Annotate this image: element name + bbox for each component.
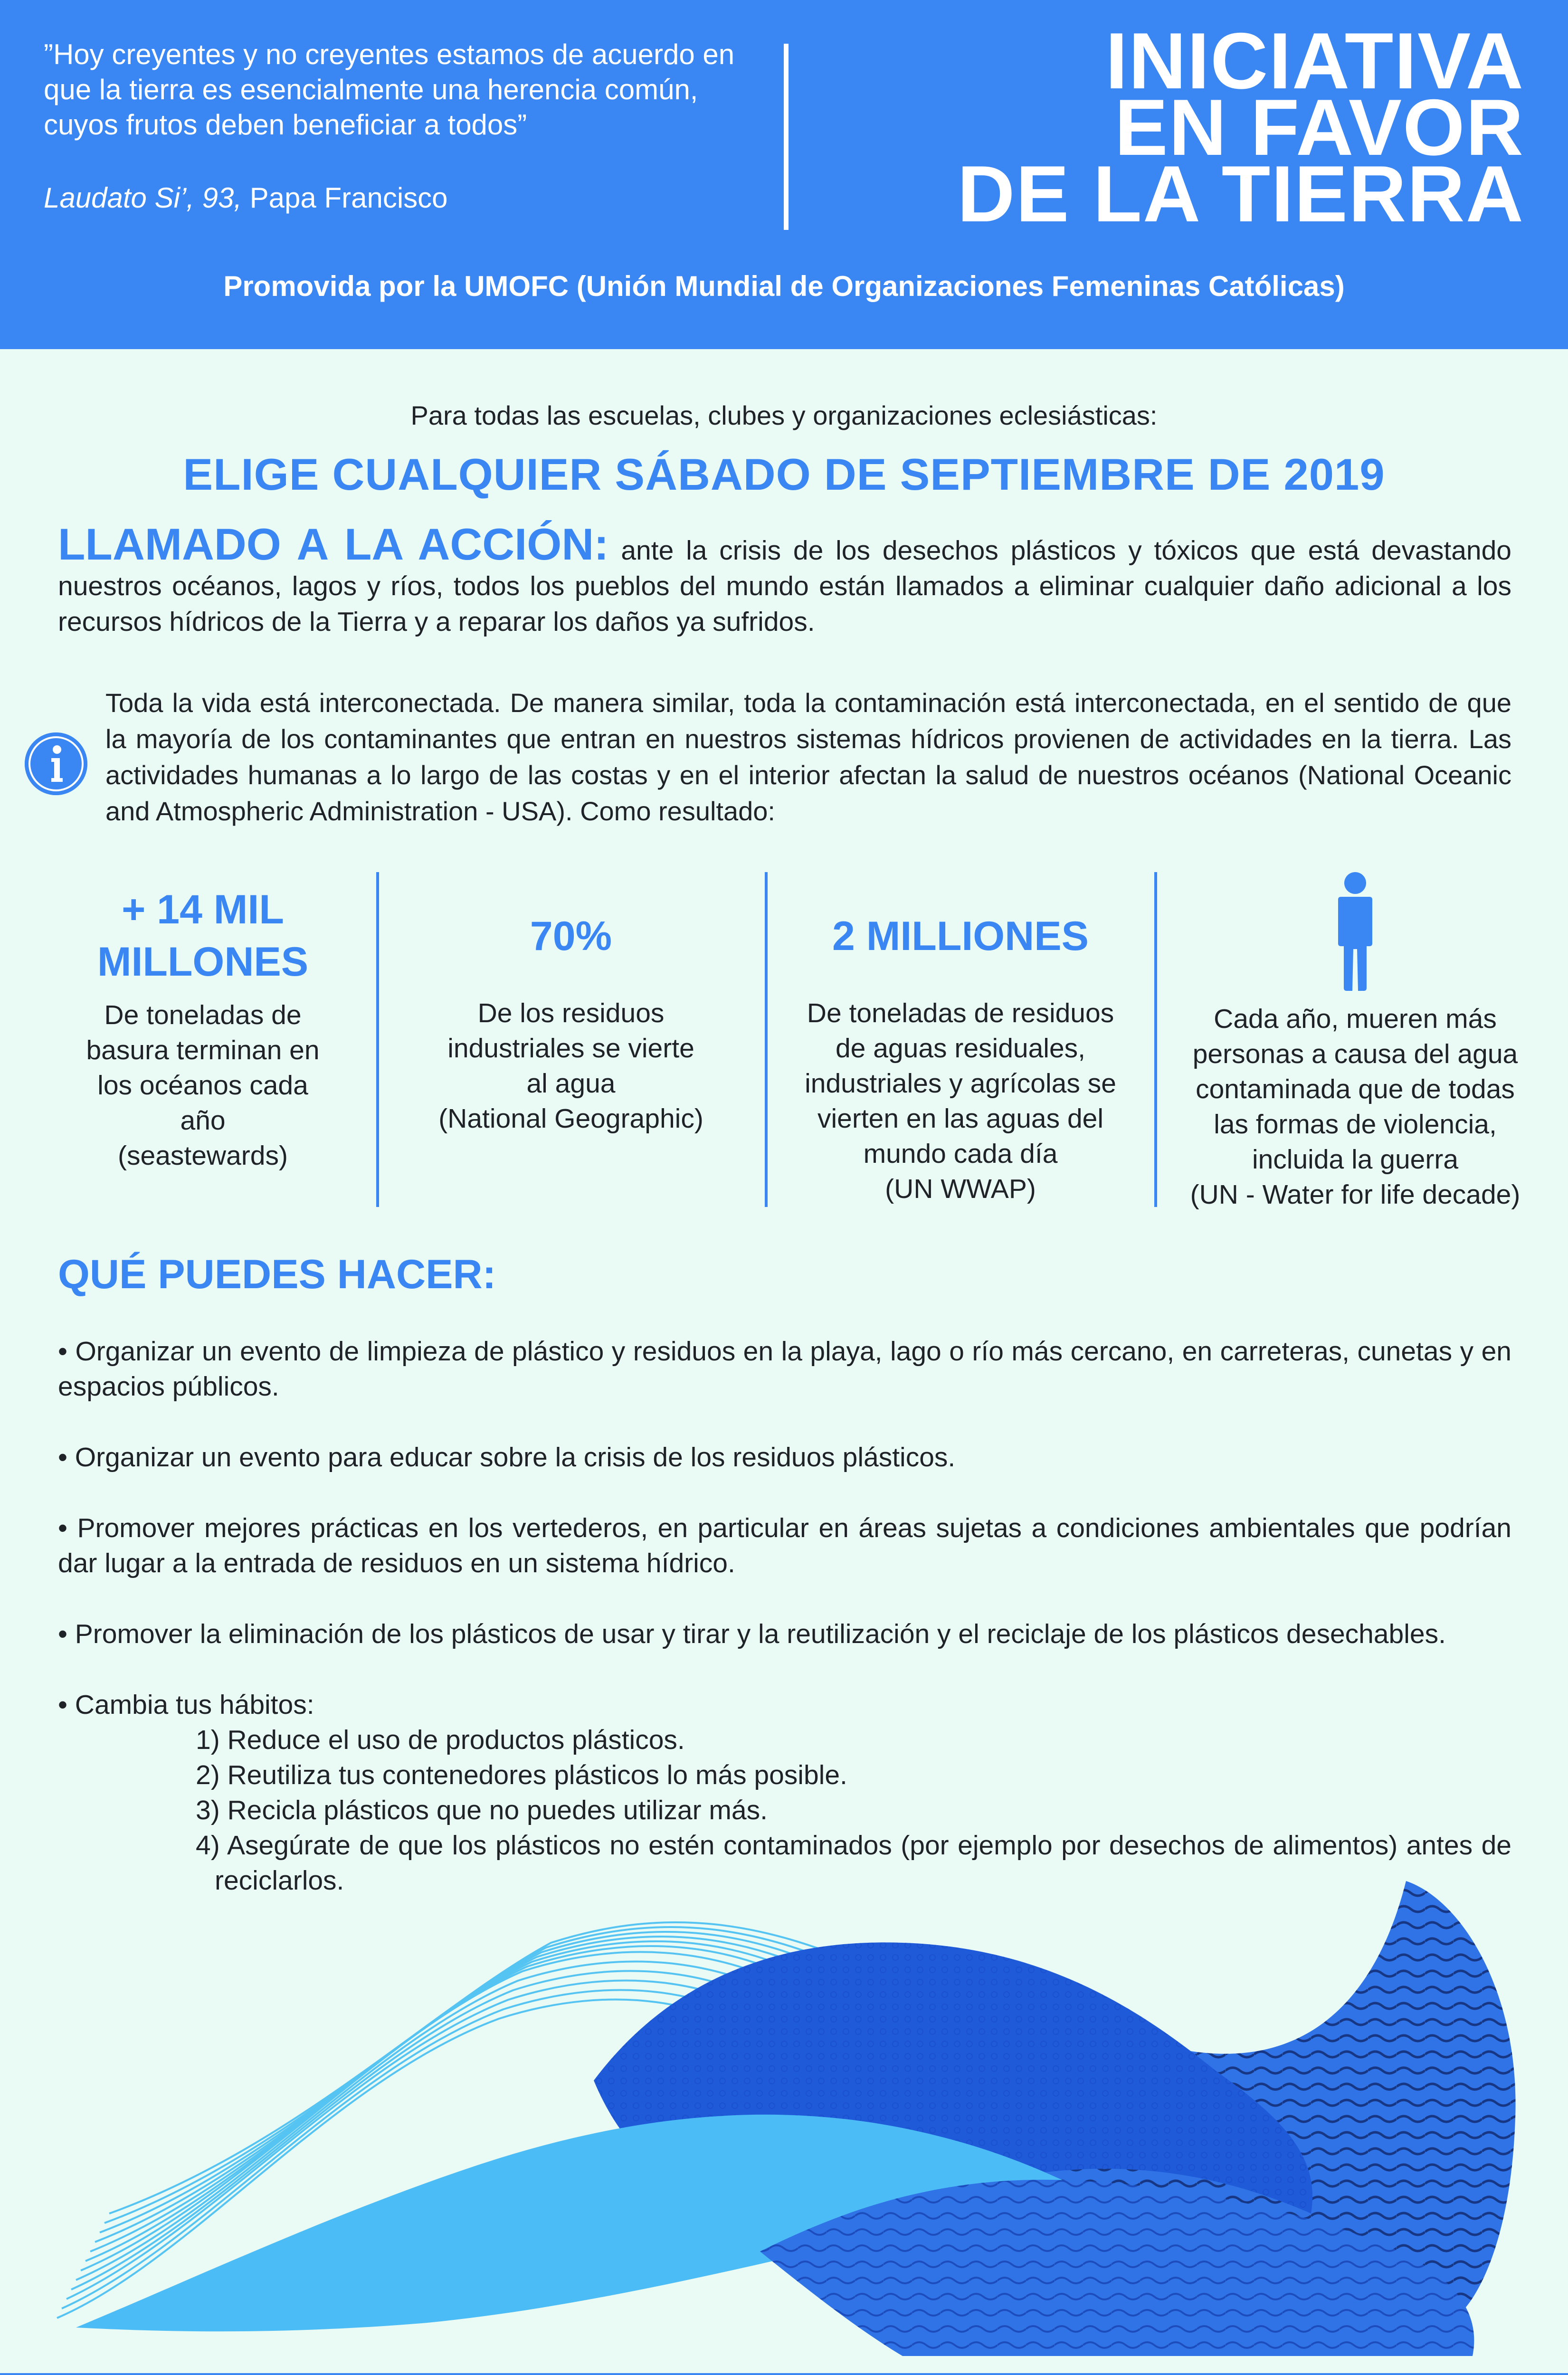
desc-line: basura terminan en	[86, 1035, 320, 1065]
stat-industrial-waste	[386, 872, 756, 1205]
action-list	[58, 1334, 1511, 1898]
call-heading: LLAMADO A LA ACCIÓN:	[58, 519, 609, 569]
info-paragraph: Toda la vida está interconectada. De manera similar, toda la contaminación está interconectada, en el sentido de que la mayoría de los contaminantes que entran en nuestros sistemas hídricos provienen de actividades en la tierra. Las actividades humanas a lo largo de las costas y en el interior afectan la salud de nuestros océanos (National Oceanic and Atmospheric Administration - USA). Como resultado:	[105, 688, 1511, 826]
habit-item: 2) Reutiliza tus contenedores plásticos lo más posible.	[196, 1760, 847, 1790]
desc-line: (UN - Water for life decade)	[1190, 1179, 1520, 1210]
title-line: DE LA TIERRA	[957, 149, 1524, 238]
header-banner	[0, 0, 1568, 349]
habit-item: 3) Recicla plásticos que no puedes utilizar más.	[196, 1795, 768, 1825]
what-you-can-do-heading: QUÉ PUEDES HACER:	[58, 1252, 496, 1297]
desc-line: (UN WWAP)	[885, 1174, 1036, 1204]
decorative-waves	[0, 1852, 1568, 2375]
desc-line: industriales y agrícolas se	[805, 1068, 1116, 1099]
desc-line: Cada año, mueren más	[1214, 1004, 1497, 1034]
desc-line: los océanos cada	[97, 1070, 308, 1101]
page-title	[812, 16, 1524, 238]
quote-text: ”Hoy creyentes y no creyentes estamos de acuerdo en que la tierra es esencialmente una herencia común, cuyos frutos deben beneficiar a todos”	[44, 38, 735, 141]
stat-description	[775, 996, 1146, 1206]
desc-line: al agua	[526, 1068, 616, 1099]
desc-line: las formas de violencia,	[1214, 1109, 1497, 1140]
stat-value-line: + 14 MIL	[122, 887, 284, 932]
list-item: • Organizar un evento de limpieza de plástico y residuos en la playa, lago o río más cercano, en carreteras, cunetas y en espacios públicos.	[58, 1336, 1511, 1402]
desc-line: (National Geographic)	[438, 1103, 703, 1134]
header-divider	[784, 44, 789, 230]
desc-line: De toneladas de residuos	[807, 998, 1114, 1028]
quote-block	[44, 37, 766, 216]
stat-description	[1163, 1001, 1548, 1212]
stat-value: 70%	[530, 913, 612, 959]
promoted-by: Promovida por la UMOFC (Unión Mundial de Organizaciones Femeninas Católicas)	[223, 270, 1345, 302]
call-text: ante la crisis de los desechos plásticos y tóxicos que está devastando nuestros océanos, lagos y ríos, todos los pueblos del mundo están llamados a eliminar cualquier daño adicional a los recursos hídricos de la Tierra y a reparar los daños ya sufridos.	[58, 535, 1511, 637]
date-headline: ELIGE CUALQUIER SÁBADO DE SEPTIEMBRE DE 2019	[183, 449, 1385, 499]
desc-line: vierten en las aguas del	[817, 1103, 1104, 1134]
title-line: INICIATIVA	[1105, 16, 1524, 105]
list-item: • Promover la eliminación de los plásticos de usar y tirar y la reutilización y el reciclaje de los plásticos desechables.	[58, 1619, 1446, 1649]
quote-citation	[44, 180, 766, 216]
stat-value	[44, 884, 362, 988]
habit-item: 1) Reduce el uso de productos plásticos.	[196, 1725, 685, 1755]
desc-line: De los residuos	[477, 998, 665, 1028]
desc-line: (seastewards)	[118, 1140, 288, 1171]
desc-line: De toneladas de	[104, 1000, 302, 1030]
desc-line: personas a causa del agua	[1192, 1039, 1518, 1069]
stat-value: 2 MILLIONES	[832, 913, 1089, 959]
desc-line: contaminada que de todas	[1196, 1074, 1515, 1104]
desc-line: de aguas residuales,	[835, 1033, 1086, 1064]
citation-source: Laudato Si’, 93,	[44, 182, 242, 214]
list-item: • Organizar un evento para educar sobre la crisis de los residuos plásticos.	[58, 1442, 956, 1472]
desc-line: año	[180, 1105, 226, 1136]
desc-line: mundo cada día	[863, 1139, 1058, 1169]
stat-divider	[376, 872, 379, 1207]
stat-value-line: MILLONES	[97, 939, 309, 985]
call-to-action	[58, 519, 1511, 640]
stat-divider	[1154, 872, 1157, 1207]
info-icon	[25, 732, 87, 795]
citation-author: Papa Francisco	[241, 182, 448, 214]
footer-bar	[0, 2373, 1568, 2375]
list-item: • Promover mejores prácticas en los vertederos, en particular en áreas sujetas a condiciones ambientales que podrían dar lugar a la entrada de residuos en un sistema hídrico.	[58, 1513, 1511, 1578]
title-line: EN FAVOR	[1114, 83, 1524, 172]
audience-line: Para todas las escuelas, clubes y organizaciones eclesiásticas:	[410, 400, 1158, 430]
habit-item: 4) Asegúrate de que los plásticos no estén contaminados (por ejemplo por desechos de alimentos) antes de reciclarlos.	[196, 1830, 1511, 1896]
stats-row	[44, 872, 1548, 1210]
stat-wastewater	[775, 872, 1146, 1205]
person-icon	[1335, 872, 1375, 991]
stat-ocean-waste	[44, 872, 362, 1205]
stat-description	[386, 996, 756, 1136]
stat-water-deaths	[1163, 872, 1548, 1210]
stat-divider	[765, 872, 768, 1207]
desc-line: incluida la guerra	[1252, 1144, 1459, 1175]
habits-label: • Cambia tus hábitos:	[58, 1690, 314, 1720]
stat-description	[44, 998, 362, 1173]
desc-line: industriales se vierte	[447, 1033, 694, 1064]
